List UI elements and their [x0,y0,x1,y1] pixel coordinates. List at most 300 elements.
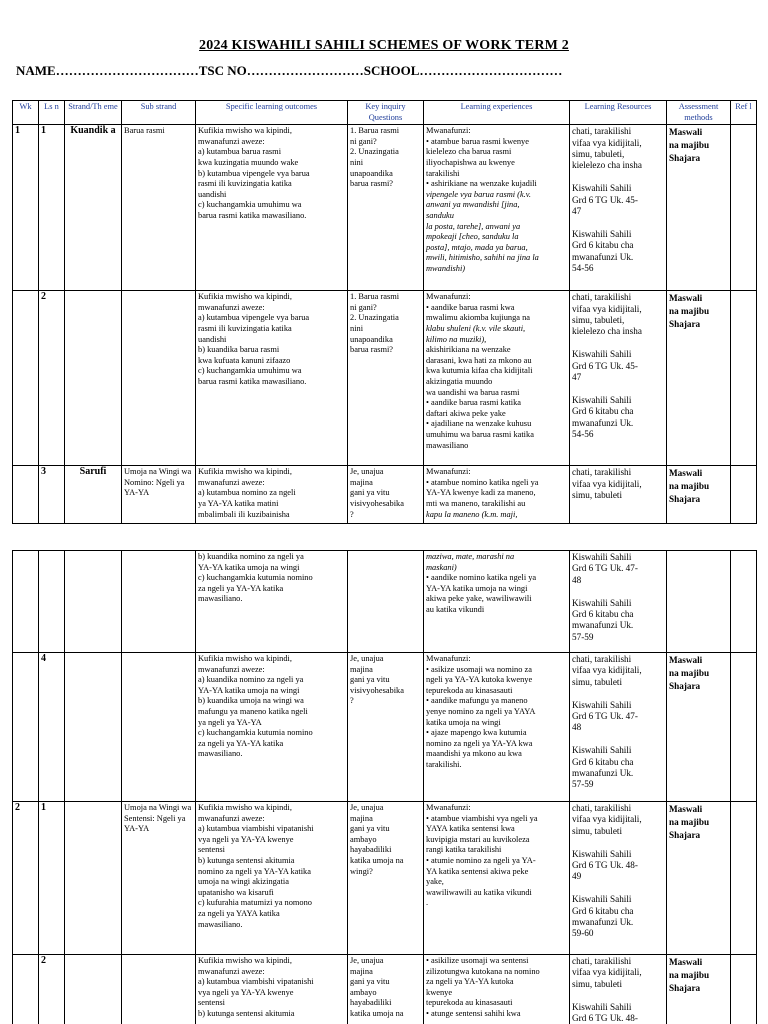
experiences-line: sanduku [426,210,454,220]
experiences-line: • asikize usomaji wa nomino za [426,664,532,674]
experiences-line: posta], mtajo, mada ya barua, [426,242,528,252]
resources-line: mwanafunzi Uk. [572,620,634,631]
experiences-line: • atambue barua rasmi kwenye [426,136,529,146]
experiences-line: za ngeli ya YA-YA kutoka [426,977,514,987]
resources-line: kielelezo cha insha [572,160,642,171]
experiences-line: iliyochapishwa au kwenye [426,157,515,167]
resources-line: Kiswahili Sahili [572,848,632,859]
outcomes-line: Kufikia mwisho wa kipindi, [198,654,292,663]
sub-strand-cell [122,291,196,466]
questions-line: ni gani? [350,302,377,312]
outcomes-line: c) kuchangamkia kutumia nomino [198,728,313,738]
outcomes-cell [196,802,348,955]
outcomes-line: ya ngeli ya YA-YA [198,717,262,727]
questions-cell [348,125,424,291]
experiences-line: • aandike mafungu ya maneno [426,696,528,706]
table-row [13,125,757,291]
lesson-cell: 1 [39,125,65,291]
lesson-cell: 4 [39,653,65,802]
resources-line: vifaa vya kidijitali, [572,137,642,148]
sub-strand-cell [122,955,196,1024]
resources-line: simu, tabuleti, [572,315,625,325]
assessment-cell [667,466,731,524]
experiences-line: • ajaze mapengo kwa kutumia [426,728,527,738]
questions-line: majina [350,966,373,976]
outcomes-line: YA-YA katika umoja na wingi [198,562,300,572]
outcomes-line: mwanafunzi aweze: [198,664,265,674]
header-sub-strand: Sub strand [122,101,196,125]
questions-line: majina [350,477,373,487]
outcomes-line: uandishi [198,189,227,199]
resources-line: 49 [572,871,582,882]
experiences-line: umuhimu wa barua rasmi katika [426,429,534,439]
outcomes-line: mwanafunzi aweze: [198,966,265,976]
experiences-line: YA-YA katika umoja na wingi [426,583,528,593]
resources-line: mwanafunzi Uk. [572,917,634,928]
questions-line: nini [350,157,364,167]
experiences-line: wa uandishi wa barua rasmi [426,387,520,397]
assessment-line: Shajara [669,153,701,164]
experiences-line: daftari akiwa peke yake [426,408,506,418]
reflection-cell [731,955,757,1024]
questions-line: Je, unajua [350,467,384,477]
outcomes-line: rasmi ili kuvizingatia katika [198,179,292,189]
questions-line: gani ya vitu [350,977,390,987]
lesson-cell [39,551,65,653]
experiences-line: akizingatia muundo [426,376,493,386]
assessment-cell [667,291,731,466]
outcomes-line: b) kuandika barua rasmi [198,345,280,355]
experiences-cell [424,955,570,1024]
questions-line: gani ya vitu [350,488,390,498]
resources-line: chati, tarakilishi [572,292,632,303]
resources-line: 47 [572,372,582,383]
sub-strand-cell: Umoja na Wingi wa Nomino: Ngeli ya YA-YA [122,466,196,524]
resources-line [572,586,664,597]
experiences-line: la posta, tarehe], anwani ya [426,221,521,231]
outcomes-line: barua rasmi katika mawasiliano. [198,210,307,220]
strand-cell: Kuandik a [65,125,122,291]
resources-line: Kiswahili Sahili [572,745,632,756]
experiences-line: YA-YA kwenye kadi za maneno, [426,488,536,498]
resources-line: chati, tarakilishi [572,654,632,664]
resources-line: simu, tabuleti [572,676,623,687]
experiences-line: katika umoja na wingi [426,717,501,727]
experiences-line: akiwa peke yake, wawiliwawili [426,594,532,604]
experiences-line: vipengele vya barua rasmi (k.v. [426,189,531,199]
resources-line: Grd 6 TG Uk. 48- [572,860,638,871]
resources-line: simu, tabuleti [572,978,623,989]
assessment-line: Maswali [669,957,703,967]
outcomes-line: mawasiliano. [198,594,243,604]
outcomes-line: mawasiliano. [198,749,243,759]
header-strand: Strand/Th eme [65,101,122,125]
experiences-line: yake, [426,877,444,887]
week-cell: 2 [13,802,39,955]
resources-line: Grd 6 kitabu cha [572,756,634,767]
experiences-line: kwenye [426,987,453,997]
questions-line: visivyohesabika [350,498,404,508]
outcomes-line: vya ngeli ya YA-YA kwenye [198,834,294,844]
outcomes-line: umoja na wingi akizingatia [198,877,289,887]
outcomes-line: uandishi [198,334,227,344]
resources-line: vifaa vya kidijitali, [572,478,642,489]
outcomes-line: za ngeli ya YA-YA katika [198,738,284,748]
outcomes-cell [196,291,348,466]
questions-line: hayabadiliki [350,845,392,855]
experiences-line: wawiliwawili au katika vikundi [426,887,532,897]
resources-line: 54-56 [572,263,594,274]
experiences-line: kuvipigia mstari au kuvikoleza [426,834,530,844]
outcomes-line: Kufikia mwisho wa kipindi, [198,292,292,302]
questions-line: Je, unajua [350,803,384,812]
experiences-line: rangi katika tarakilishi [426,845,502,855]
experiences-cell [424,466,570,524]
outcomes-line: Kufikia mwisho wa kipindi, [198,126,292,136]
resources-line: simu, tabuleti [572,490,623,500]
sub-strand-cell: Umoja na Wingi wa Sentensi: Ngeli ya YA-YA [122,802,196,955]
header-outcomes: Specific learning outcomes [196,101,348,125]
experiences-line: mpokeaji [cheo, sanduku la [426,232,519,242]
resources-line: Grd 6 kitabu cha [572,240,634,251]
header-reflection: Ref l [731,101,757,125]
outcomes-line: mafungu ya maneno katika ngeli [198,706,308,716]
header-questions: Key inquiry Questions [348,101,424,125]
resources-line [572,734,664,745]
outcomes-line: Kufikia mwisho wa kipindi, [198,956,292,965]
questions-line: katika umoja na [350,1008,404,1018]
experiences-line: tepurekoda au kinasasauti [426,685,513,695]
strand-cell [65,802,122,955]
resources-line: Kiswahili Sahili [572,894,632,905]
experiences-cell [424,291,570,466]
outcomes-line: mawasiliano. [198,919,243,929]
table-header-row [13,101,757,125]
experiences-line: Mwanafunzi: [426,803,471,812]
resources-line: Grd 6 TG Uk. 45- [572,194,638,205]
header-resources: Learning Resources [570,101,667,125]
outcomes-line: a) kutambua vipengele vya barua [198,313,310,323]
resources-line: Grd 6 TG Uk. 47- [572,563,638,574]
resources-line: chati, tarakilishi [572,803,632,813]
experiences-line: anwani ya mwandishi [jina, [426,200,520,210]
week-cell [13,291,39,466]
sub-strand-cell: Barua rasmi [122,125,196,291]
questions-cell [348,291,424,466]
outcomes-line: b) kutambua vipengele vya barua [198,168,310,178]
resources-line [572,688,664,699]
resources-line: vifaa vya kidijitali, [572,967,642,978]
resources-line: Grd 6 kitabu cha [572,609,634,620]
experiences-line: maziwa, mate, marashi na [426,552,515,561]
experiences-line: mawasiliano [426,440,469,450]
resources-line: kielelezo cha insha [572,326,642,337]
outcomes-cell [196,466,348,524]
outcomes-line: YA-YA katika umoja na wingi [198,685,300,695]
experiences-line: kielelezo cha barua rasmi [426,147,512,157]
lesson-cell: 2 [39,291,65,466]
strand-cell [65,551,122,653]
table-body-part1 [13,125,757,524]
resources-line: simu, tabuleti [572,825,623,836]
resources-line [572,338,664,349]
resources-cell [570,802,667,955]
outcomes-line: c) kuchangamkia kutumia nomino [198,573,313,583]
outcomes-line: a) kutambua viambishi vipatanishi [198,977,314,987]
week-cell: 1 [13,125,39,291]
experiences-line: Mwanafunzi: [426,292,471,302]
resources-line: Kiswahili Sahili [572,228,632,239]
resources-line [572,883,664,894]
lesson-cell: 2 [39,955,65,1024]
outcomes-line: c) kufurahia matumizi ya nomono [198,898,312,908]
questions-line: ? [350,696,354,706]
resources-line: simu, tabuleti, [572,149,625,159]
resources-cell [570,551,667,653]
experiences-cell [424,653,570,802]
resources-line: mwanafunzi Uk. [572,417,634,428]
resources-line [572,217,664,228]
assessment-cell [667,551,731,653]
assessment-line: Maswali [669,655,703,665]
resources-line: Grd 6 kitabu cha [572,905,634,916]
header-lesson: Ls n [39,101,65,125]
experiences-cell [424,125,570,291]
experiences-line: . [426,898,429,908]
experiences-line: YAYA katika sentensi kwa [426,824,515,834]
outcomes-line: a) kutambua barua rasmi [198,147,282,157]
outcomes-line: c) kuchangamkia umuhimu wa [198,366,302,376]
resources-line [572,990,664,1001]
questions-line: visivyohesabika [350,685,404,695]
resources-line: 48 [572,722,582,733]
experiences-line: Mwanafunzi: [426,467,471,477]
resources-cell [570,466,667,524]
outcomes-line: sentensi [198,845,225,855]
questions-cell [348,653,424,802]
outcomes-line: sentensi [198,998,225,1008]
outcomes-line: za ngeli ya YAYA katika [198,908,280,918]
experiences-line: mwalimu akiomba kujiunga na [426,313,530,323]
questions-line: Je, unajua [350,956,384,965]
experiences-line: Mwanafunzi: [426,654,471,663]
outcomes-line: Kufikia mwisho wa kipindi, [198,803,292,812]
experiences-line: au katika vikundi [426,604,485,614]
week-cell [13,466,39,524]
questions-line: barua rasmi? [350,179,394,189]
experiences-cell [424,802,570,955]
outcomes-line: b) kutunga sentensi akitumia [198,1008,295,1018]
outcomes-cell [196,125,348,291]
experiences-line: zilizotungwa kutokana na nomino [426,966,540,976]
outcomes-line: mwanafunzi aweze: [198,477,265,487]
experiences-line: • ajadiliane na wenzake kuhusu [426,419,532,429]
questions-line: ambayo [350,834,377,844]
reflection-cell [731,551,757,653]
strand-cell: Sarufi [65,466,122,524]
outcomes-cell [196,955,348,1024]
experiences-line: • aandike barua rasmi katika [426,398,522,408]
resources-cell [570,125,667,291]
outcomes-line: mwanafunzi aweze: [198,813,265,823]
resources-line: chati, tarakilishi [572,467,632,478]
resources-line: Grd 6 kitabu cha [572,406,634,417]
header-wk: Wk [13,101,39,125]
outcomes-line: kwa kuzingatia muundo wake [198,157,299,167]
outcomes-line: b) kuandika nomino za ngeli ya [198,552,304,561]
reflection-cell [731,802,757,955]
assessment-line: Shajara [669,830,701,840]
table-row [13,466,757,524]
outcomes-line: ya YA-YA katika matini [198,498,279,508]
questions-line: hayabadiliki [350,998,392,1008]
questions-line: ? [350,509,354,519]
experiences-line: mti wa maneno, tarakilishi au [426,498,526,508]
resources-line: Kiswahili Sahili [572,597,632,608]
questions-line: gani ya vitu [350,824,390,834]
outcomes-line: a) kutambua nomino za ngeli [198,488,296,498]
experiences-line: • atunge sentensi sahihi kwa [426,1008,521,1018]
resources-line: vifaa vya kidijitali, [572,665,642,676]
experiences-line: klabu shuleni (k.v. vile skauti, [426,323,526,333]
resources-line: Grd 6 TG Uk. 47- [572,711,638,722]
experiences-line: kapu la maneno (k.m. maji, [426,509,518,519]
sub-strand-cell [122,653,196,802]
assessment-line: na majibu [669,481,710,492]
resources-cell [570,291,667,466]
experiences-line: maskani) [426,562,457,572]
outcomes-line: za ngeli ya YA-YA katika [198,583,284,593]
resources-line [572,383,664,394]
resources-cell [570,653,667,802]
experiences-line: tepurekoda au kinasasauti [426,998,513,1008]
table-row [13,551,757,653]
resources-line: Kiswahili Sahili [572,394,632,405]
questions-line: nini [350,323,364,333]
assessment-line: Maswali [669,804,703,814]
document-title: 2024 KISWAHILI SAHILI SCHEMES OF WORK TERM 2 [199,38,569,53]
questions-line: wingi? [350,866,373,876]
assessment-line: na majibu [669,817,710,827]
questions-line: majina [350,813,373,823]
reflection-cell [731,125,757,291]
questions-line: 2. Unazingatia [350,147,399,157]
resources-line: 47 [572,206,582,217]
experiences-line: akishirikiana na wenzake [426,345,511,355]
outcomes-line: mwanafunzi aweze: [198,302,265,312]
experiences-line: darasani, kwa hati za mkono au [426,355,532,365]
experiences-line: Mwanafunzi: [426,126,471,136]
resources-line: Kiswahili Sahili [572,183,632,194]
outcomes-line: upatanisho wa kisarufi [198,887,274,897]
questions-line: majina [350,664,373,674]
outcomes-cell [196,653,348,802]
experiences-line: tarakilishi. [426,759,462,769]
header-experiences: Learning experiences [424,101,570,125]
outcomes-line: Kufikia mwisho wa kipindi, [198,467,292,477]
outcomes-line: a) kuandika nomino za ngeli ya [198,675,304,685]
outcomes-line: mbalimbali ili kuzibainisha [198,509,290,519]
scheme-table-part2 [12,550,757,1024]
assessment-line: na majibu [669,668,710,678]
assessment-line: na majibu [669,140,710,151]
experiences-line: • asikilize usomaji wa sentensi [426,956,529,965]
resources-line [572,172,664,183]
week-cell [13,955,39,1024]
assessment-cell [667,955,731,1024]
resources-line: 59-60 [572,928,594,939]
resources-cell [570,955,667,1024]
resources-line: Grd 6 TG Uk. 48- [572,1013,638,1024]
resources-line: 54-56 [572,429,594,440]
sub-strand-cell [122,551,196,653]
outcomes-line: mwanafunzi aweze: [198,136,265,146]
resources-line: Kiswahili Sahili [572,349,632,360]
questions-line: gani ya vitu [350,675,390,685]
resources-line: vifaa vya kidijitali, [572,303,642,314]
experiences-line: ngeli ya YA-YA kutoka kwenye [426,675,533,685]
assessment-cell [667,125,731,291]
assessment-cell [667,653,731,802]
outcomes-line: nomino za ngeli ya YA-YA katika [198,866,311,876]
resources-line: chati, tarakilishi [572,126,632,137]
resources-line: mwanafunzi Uk. [572,251,634,262]
assessment-line: Maswali [669,468,703,479]
outcomes-line: b) kutunga sentensi akitumia [198,855,295,865]
experiences-line: • atambue viambishi vya ngeli ya [426,813,538,823]
experiences-line: • atumie nomino za ngeli ya YA- [426,855,536,865]
experiences-line: YA katika sentensi akiwa peke [426,866,529,876]
strand-cell [65,291,122,466]
assessment-line: Shajara [669,681,701,691]
assessment-line: Maswali [669,293,703,304]
lesson-cell: 3 [39,466,65,524]
questions-line: unapoandika [350,334,393,344]
reflection-cell [731,291,757,466]
resources-line: Kiswahili Sahili [572,1001,632,1012]
week-cell [13,653,39,802]
outcomes-line: b) kuandika umoja na wingi wa [198,696,304,706]
assessment-line: Shajara [669,983,701,993]
experiences-line: mwandishi) [426,263,466,273]
reflection-cell [731,653,757,802]
table-row [13,955,757,1024]
outcomes-line: vya ngeli ya YA-YA kwenye [198,987,294,997]
experiences-line: nomino za ngeli ya YA-YA kwa [426,738,533,748]
outcomes-line: a) kutambua viambishi vipatanishi [198,824,314,834]
resources-line: 48 [572,574,582,585]
experiences-line: • aandike nomino katika ngeli ya [426,573,537,583]
assessment-line: Shajara [669,319,701,330]
resources-line: Grd 6 TG Uk. 45- [572,360,638,371]
header-assessment: Assessment methods [667,101,731,125]
week-cell [13,551,39,653]
experiences-line: • atambue nomino katika ngeli ya [426,477,539,487]
questions-line: 1. Barua rasmi [350,292,400,302]
outcomes-cell [196,551,348,653]
assessment-cell [667,802,731,955]
table-row [13,802,757,955]
strand-cell [65,955,122,1024]
questions-cell [348,551,424,653]
assessment-line: na majibu [669,970,710,980]
assessment-line: na majibu [669,306,710,317]
experiences-line: kwa kutumia kifaa cha kidijitali [426,366,533,376]
resources-line [572,837,664,848]
experiences-cell [424,551,570,653]
assessment-line: Maswali [669,127,703,138]
experiences-line: • aandike barua rasmi kwa [426,302,515,312]
